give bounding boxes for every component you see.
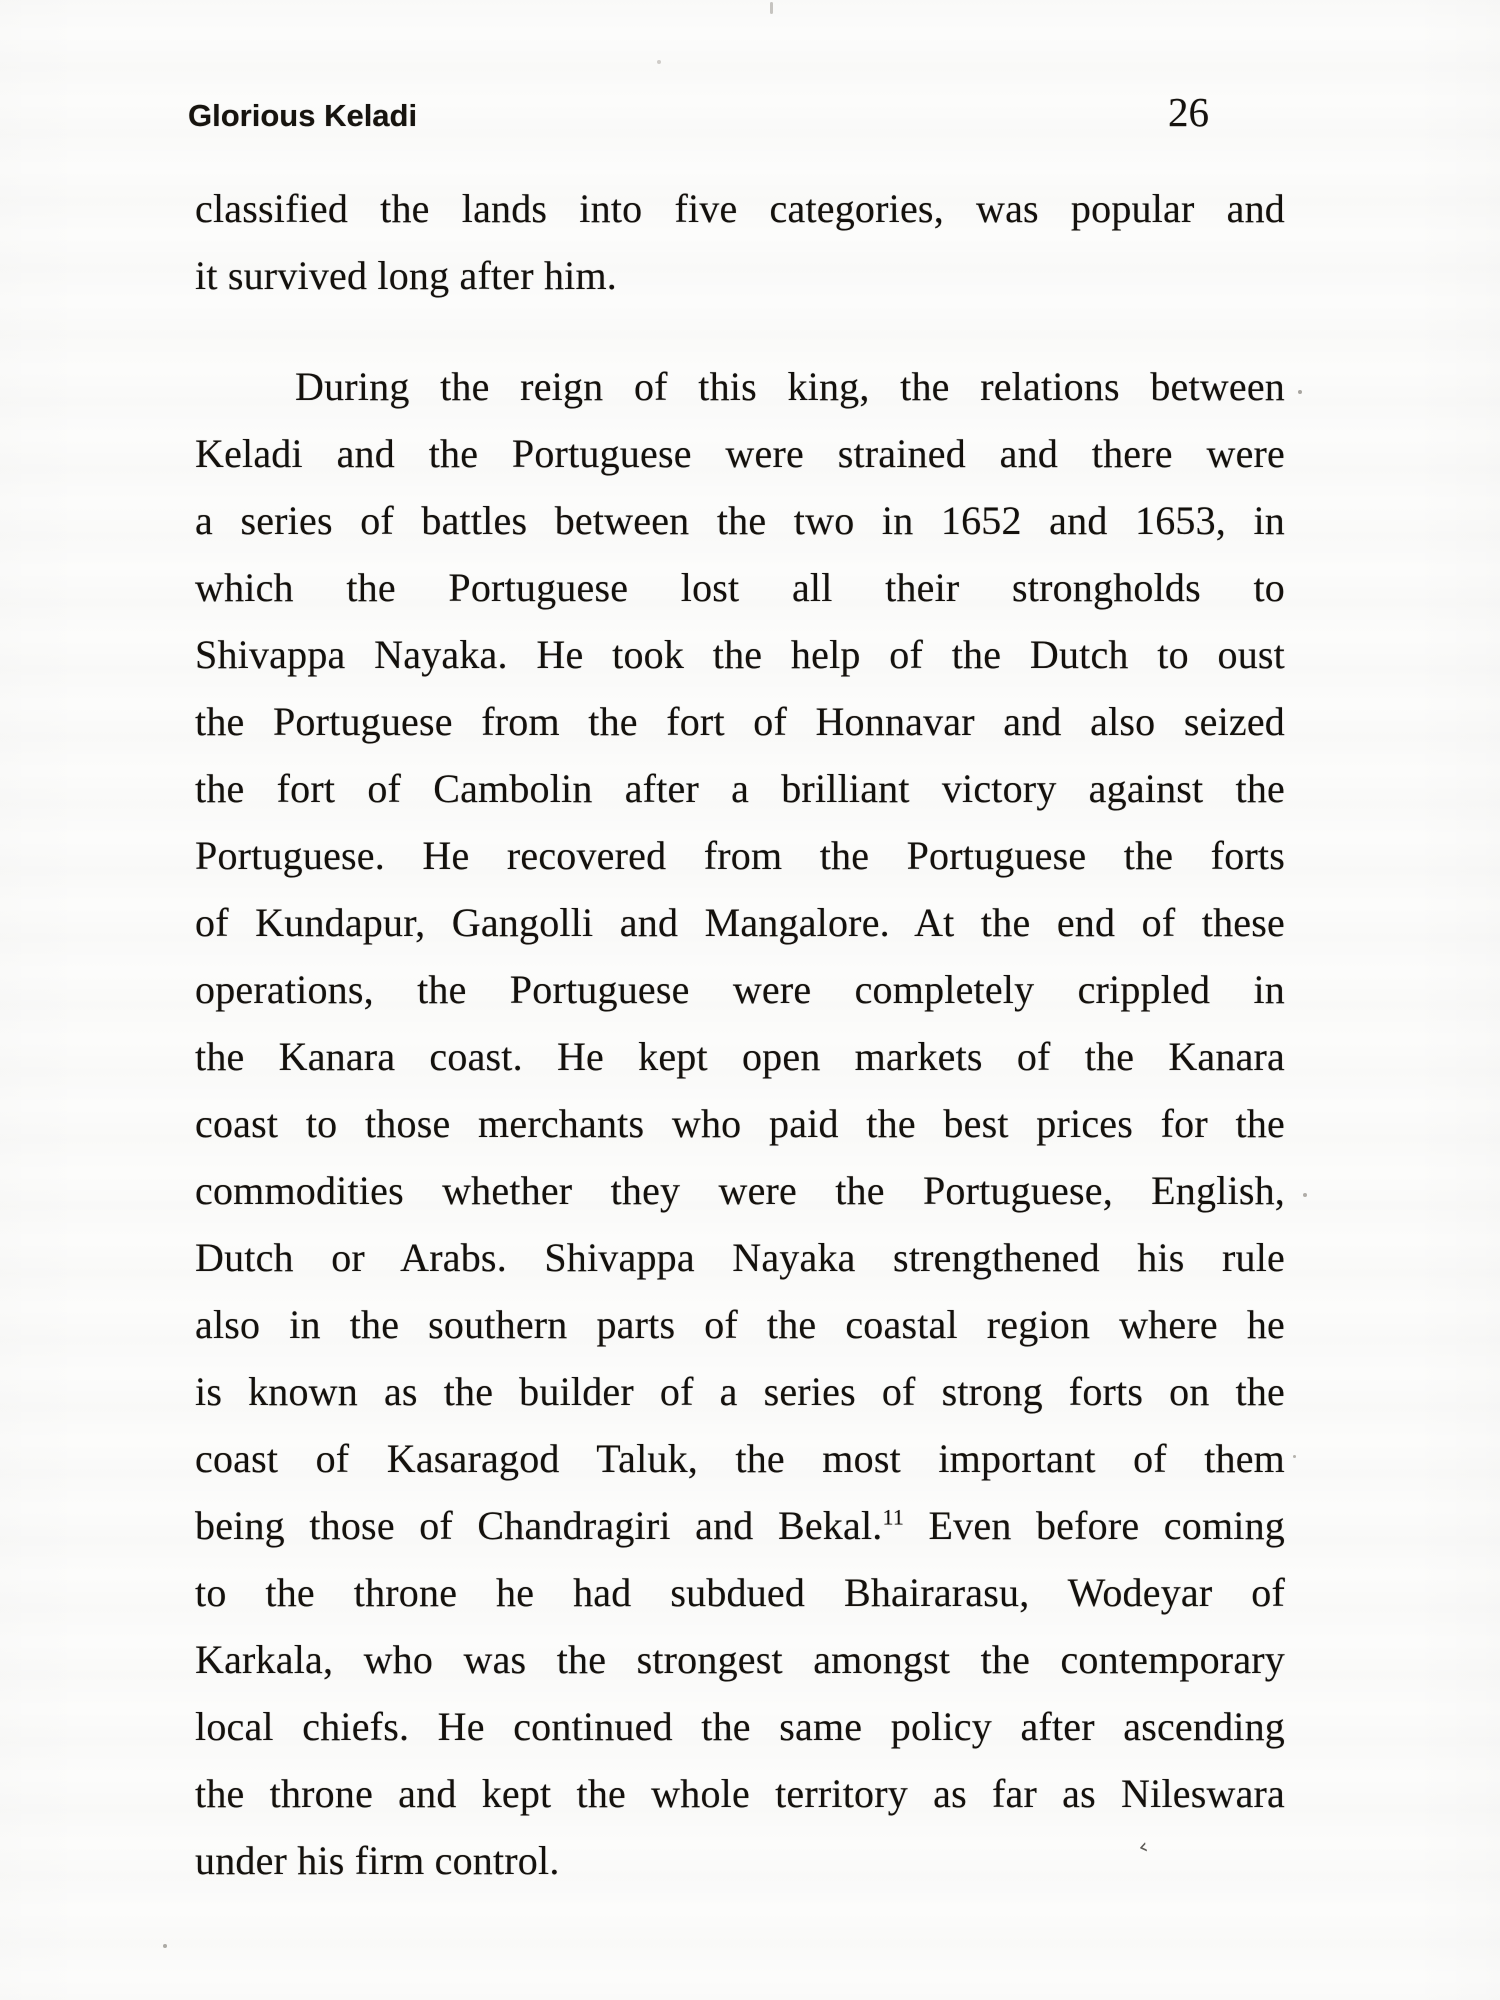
body-text xyxy=(195,175,1285,1894)
text-line: being those of Chandragiri and Bekal.$^{11}$ Even before coming xyxy=(195,1503,1285,1548)
scan-speck xyxy=(1303,1193,1307,1197)
text-line: coast to those merchants who paid the best prices for the xyxy=(195,1101,1285,1146)
footnote-marker: 11 xyxy=(882,1504,905,1530)
text-line: Portuguese. He recovered from the Portuguese the forts xyxy=(195,833,1285,878)
text-line: Dutch or Arabs. Shivappa Nayaka strengthened his rule xyxy=(195,1235,1285,1280)
text-line: classified the lands into five categories, was popular and xyxy=(195,186,1285,231)
text-line: During the reign of this king, the relations between xyxy=(295,364,1285,409)
running-header-title: Glorious Keladi xyxy=(188,98,418,133)
text-line: Shivappa Nayaka. He took the help of the Dutch to oust xyxy=(195,632,1285,677)
text-line: Keladi and the Portuguese were strained and there were xyxy=(195,431,1285,476)
text-line: operations, the Portuguese were completely crippled in xyxy=(195,967,1285,1012)
text-line: to the throne he had subdued Bhairarasu, Wodeyar of xyxy=(195,1570,1285,1615)
scan-speck xyxy=(1298,390,1302,394)
text-line: the Portuguese from the fort of Honnavar and also seized xyxy=(195,699,1285,744)
text-line: the Kanara coast. He kept open markets of the Kanara xyxy=(195,1034,1285,1079)
scan-speck xyxy=(770,2,773,14)
scan-speck xyxy=(657,60,661,64)
scan-stray-mark: ‹ xyxy=(1135,1834,1151,1860)
text-line: local chiefs. He continued the same policy after ascending xyxy=(195,1704,1285,1749)
text-line: under his firm control. xyxy=(195,1838,560,1883)
text-line: is known as the builder of a series of strong forts on the xyxy=(195,1369,1285,1414)
text-line: it survived long after him. xyxy=(195,253,617,298)
text-line: which the Portuguese lost all their strongholds to xyxy=(195,565,1285,610)
text-line: the throne and kept the whole territory as far as Nileswara xyxy=(195,1771,1285,1816)
text-line: coast of Kasaragod Taluk, the most important of them xyxy=(195,1436,1285,1481)
page-number: 26 xyxy=(1168,89,1209,135)
text-line: Karkala, who was the strongest amongst the contemporary xyxy=(195,1637,1285,1682)
text-line: of Kundapur, Gangolli and Mangalore. At the end of these xyxy=(195,900,1285,945)
text-line: a series of battles between the two in 1652 and 1653, in xyxy=(195,498,1285,543)
scan-speck xyxy=(1293,1455,1296,1458)
text-line: the fort of Cambolin after a brilliant victory against the xyxy=(195,766,1285,811)
scan-speck xyxy=(163,1944,167,1948)
text-line: also in the southern parts of the coastal region where he xyxy=(195,1302,1285,1347)
text-line: commodities whether they were the Portuguese, English, xyxy=(195,1168,1285,1213)
